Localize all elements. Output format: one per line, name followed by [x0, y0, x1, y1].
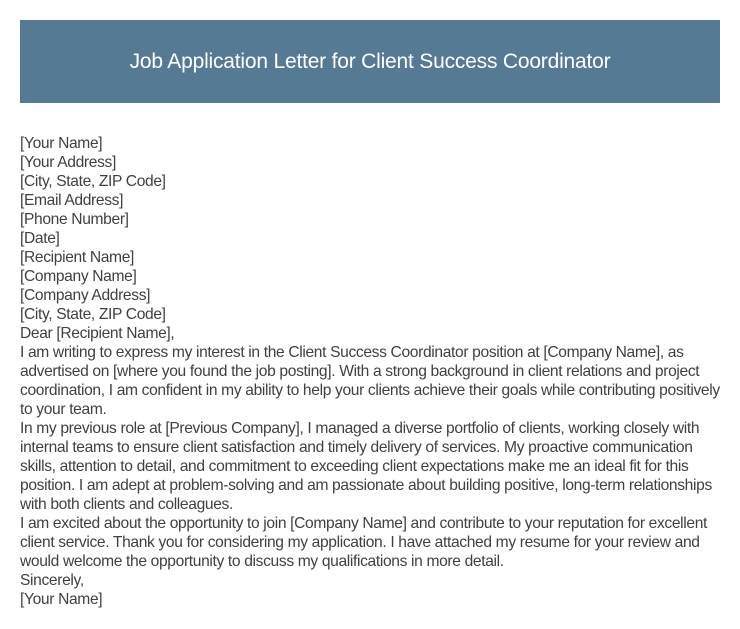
- sender-email: [Email Address]: [20, 192, 124, 209]
- paragraph-closing: I am excited about the opportunity to join [Company Name] and contribute to your reputation for excellent client service. Thank you for considering my application. I have attached my resume for your review and would welcome the opportunity to discuss my qualifications in more detail.: [20, 515, 708, 570]
- recipient-company: [Company Name]: [20, 268, 137, 285]
- sender-city-state-zip: [City, State, ZIP Code]: [20, 173, 166, 190]
- recipient-company-address: [Company Address]: [20, 287, 151, 304]
- letter-body: [20, 134, 726, 609]
- closing: Sincerely,: [20, 572, 84, 589]
- recipient-city-state-zip: [City, State, ZIP Code]: [20, 306, 166, 323]
- page-title: Job Application Letter for Client Success Coordinator: [129, 49, 611, 73]
- signature: [Your Name]: [20, 591, 103, 608]
- sender-address: [Your Address]: [20, 154, 116, 171]
- paragraph-intro: I am writing to express my interest in the Client Success Coordinator position at [Company Name], as advertised on [where you found the job posting]. With a strong background in client relations and project coordination, I am confident in my ability to help your clients achieve their goals while contributing positively to your team.: [20, 344, 720, 418]
- sender-phone: [Phone Number]: [20, 211, 129, 228]
- letter-date: [Date]: [20, 230, 60, 247]
- salutation: Dear [Recipient Name],: [20, 325, 175, 342]
- paragraph-experience: In my previous role at [Previous Company], I managed a diverse portfolio of clients, working closely with internal teams to ensure client satisfaction and timely delivery of services. My proactive communication skills, attention to detail, and commitment to exceeding client expectations make me an ideal fit for this position. I am adept at problem-solving and am passionate about building positive, long-term relationships with both clients and colleagues.: [20, 420, 712, 513]
- page-title-banner: [20, 20, 720, 103]
- recipient-name: [Recipient Name]: [20, 249, 135, 266]
- sender-name: [Your Name]: [20, 135, 103, 152]
